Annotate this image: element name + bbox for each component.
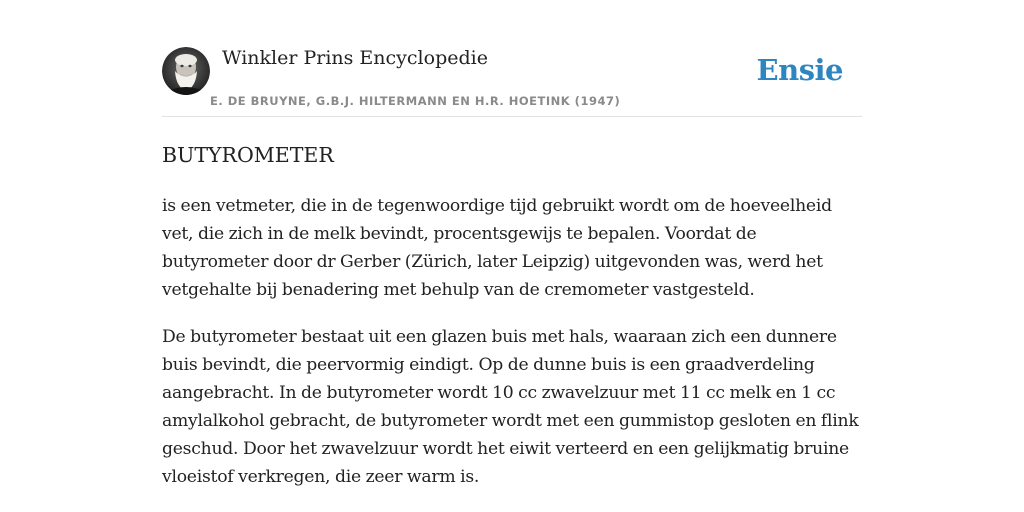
bearded-man-portrait-icon <box>162 47 210 95</box>
header <box>162 46 862 117</box>
article-title: BUTYROMETER <box>162 143 334 167</box>
authors-credit: E. DE BRUYNE, G.B.J. HILTERMANN EN H.R. HOETINK (1947) <box>210 94 621 108</box>
brand-logo[interactable]: Ensie <box>756 53 843 87</box>
paragraph: is een vetmeter, die in de tegenwoordige tijd gebruikt wordt om de hoeveelheid vet, die zich in de melk bevindt, procentsgewijs te bepalen. Voordat de butyrometer door dr Gerber (Zürich, later Leipzig) uitgevonden was, werd het vetgehalte bij benadering met behulp van de cremometer vastgesteld. <box>162 196 832 300</box>
site-name[interactable]: Winkler Prins Encyclopedie <box>222 47 488 69</box>
article-body <box>162 192 862 510</box>
paragraph: De butyrometer bestaat uit een glazen buis met hals, waaraan zich een dunnere buis bevindt, die peervormig eindigt. Op de dunne buis is een graadverdeling aangebracht. In de butyrometer wordt 10 cc zwavelzuur met 11 cc melk en 1 cc amylalkohol gebracht, de butyrometer wordt met een gummistop gesloten en flink geschud. Door het zwavelzuur wordt het eiwit verteerd en een gelijkmatig bruine vloeistof verkregen, die zeer warm is. <box>162 327 859 487</box>
avatar[interactable] <box>162 47 210 95</box>
